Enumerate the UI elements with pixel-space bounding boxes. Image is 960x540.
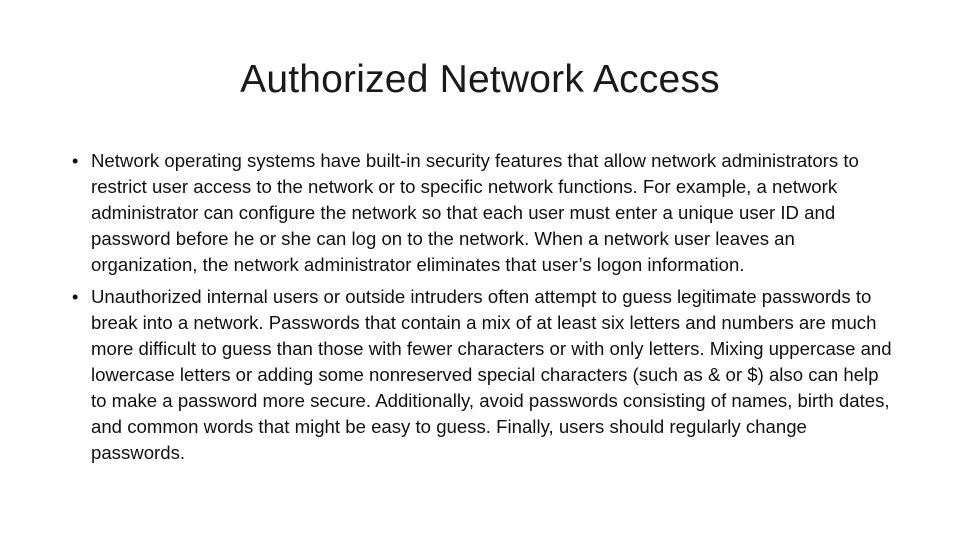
bullet-text: Unauthorized internal users or outside intruders often attempt to guess legitimate passwords to break into a network. Passwords that contain a mix of at least six letters and numbers are much more difficult to guess than those with fewer characters or with only letters. Mixing uppercase and lowercase letters or adding some nonreserved special characters (such as & or $) also can help to make a password more secure. Additionally, avoid passwords consisting of names, birth dates, and common words that might be easy to guess. Finally, users should regularly change passwords. bbox=[91, 286, 892, 463]
bullet-icon: • bbox=[72, 151, 79, 171]
bullet-list bbox=[72, 148, 892, 472]
slide-title: Authorized Network Access bbox=[240, 58, 720, 101]
bullet-icon: • bbox=[72, 287, 79, 307]
bullet-item bbox=[72, 148, 892, 278]
bullet-item bbox=[72, 284, 892, 466]
bullet-text: Network operating systems have built-in security features that allow network administrators to restrict user access to the network or to specific network functions. For example, a network administrator can configure the network so that each user must enter a unique user ID and password before he or she can log on to the network. When a network user leaves an organization, the network administrator eliminates that user’s logon information. bbox=[91, 150, 859, 275]
